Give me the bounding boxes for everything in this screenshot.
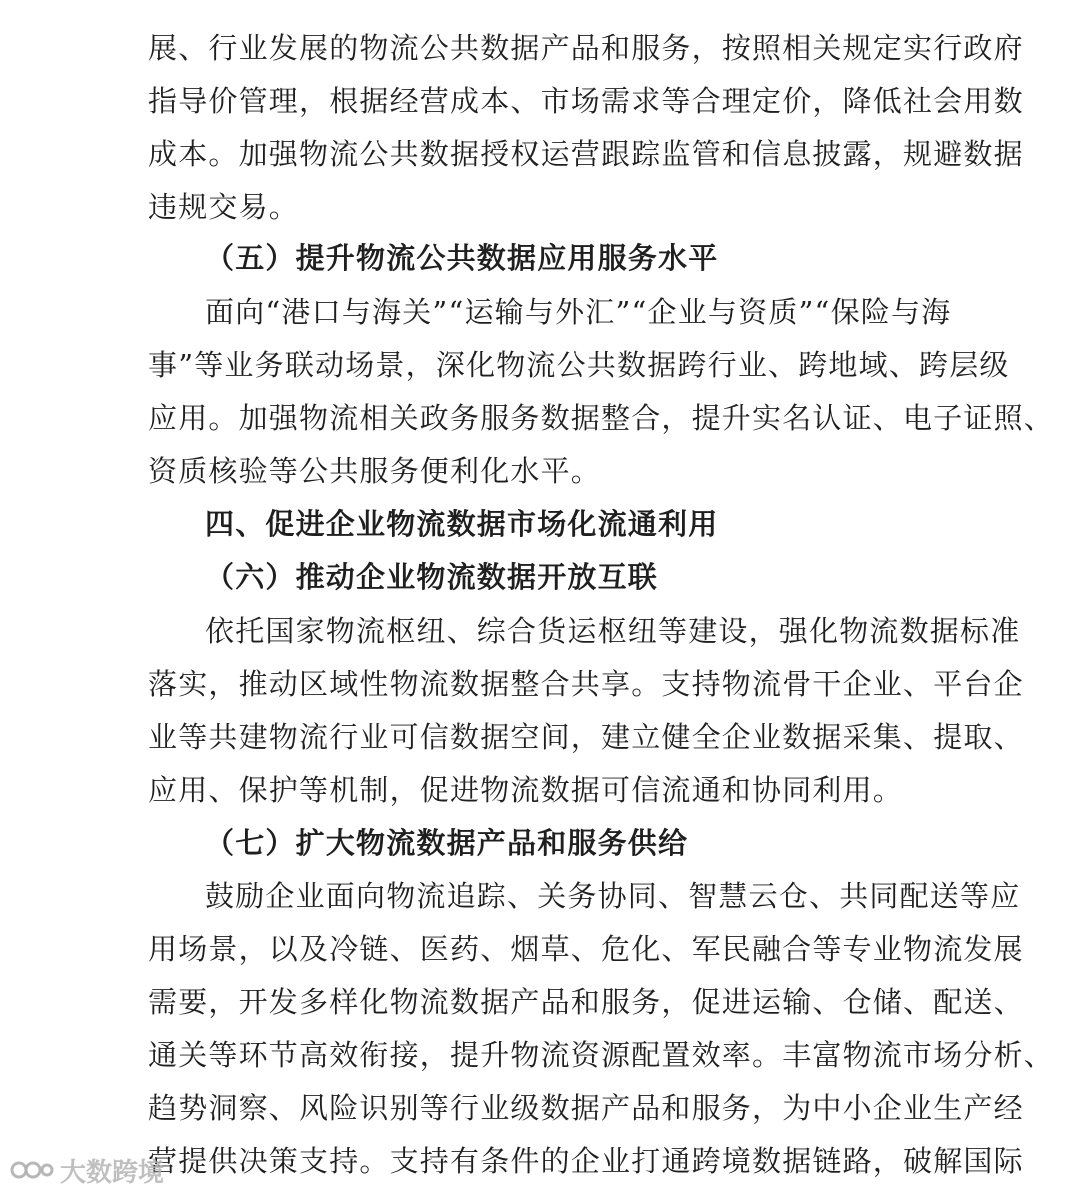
- section-subheading: （六）推动企业物流数据开放互联: [205, 560, 659, 594]
- paragraph-line: 应用、保护等机制，促进物流数据可信流通和协同利用。: [148, 773, 904, 807]
- section-subheading: （七）扩大物流数据产品和服务供给: [205, 826, 689, 860]
- brand-logo-icon: [10, 1155, 54, 1185]
- paragraph-line: 用场景，以及冷链、医药、烟草、危化、军民融合等专业物流发展: [148, 932, 1024, 966]
- paragraph-line: 趋势洞察、风险识别等行业级数据产品和服务，为中小企业生产经: [148, 1091, 1024, 1125]
- paragraph-line: 需要，开发多样化物流数据产品和服务，促进运输、仓储、配送、: [148, 985, 1024, 1019]
- paragraph-line: 营提供决策支持。支持有条件的企业打通跨境数据链路，破解国际: [148, 1144, 1024, 1178]
- paragraph-line: 依托国家物流枢纽、综合货运枢纽等建设，强化物流数据标准: [205, 614, 1021, 648]
- watermark: [10, 1150, 164, 1190]
- paragraph-line: 面向“港口与海关”“运输与外汇”“企业与资质”“保险与海: [205, 295, 952, 329]
- paragraph-line: 应用。加强物流相关政务服务数据整合，提升实名认证、电子证照、: [148, 401, 1055, 435]
- section-subheading: （五）提升物流公共数据应用服务水平: [205, 241, 719, 275]
- paragraph-line: 展、行业发展的物流公共数据产品和服务，按照相关规定实行政府: [148, 31, 1024, 65]
- paragraph-line: 指导价管理，根据经营成本、市场需求等合理定价，降低社会用数: [148, 84, 1024, 118]
- paragraph-line: 落实，推动区域性物流数据整合共享。支持物流骨干企业、平台企: [148, 667, 1024, 701]
- paragraph-line: 鼓励企业面向物流追踪、关务协同、智慧云仓、共同配送等应: [205, 879, 1021, 913]
- paragraph-line: 通关等环节高效衔接，提升物流资源配置效率。丰富物流市场分析、: [148, 1038, 1055, 1072]
- watermark-text: 大数跨境: [60, 1157, 165, 1188]
- paragraph-line: 成本。加强物流公共数据授权运营跟踪监管和信息披露，规避数据: [148, 137, 1024, 171]
- paragraph-line: 违规交易。: [148, 190, 300, 224]
- section-heading: 四、促进企业物流数据市场化流通利用: [205, 507, 719, 541]
- paragraph-line: 事”等业务联动场景，深化物流公共数据跨行业、跨地域、跨层级: [148, 348, 1010, 382]
- paragraph-line: 业等共建物流行业可信数据空间，建立健全企业数据采集、提取、: [148, 720, 1024, 754]
- paragraph-line: 资质核验等公共服务便利化水平。: [148, 454, 602, 488]
